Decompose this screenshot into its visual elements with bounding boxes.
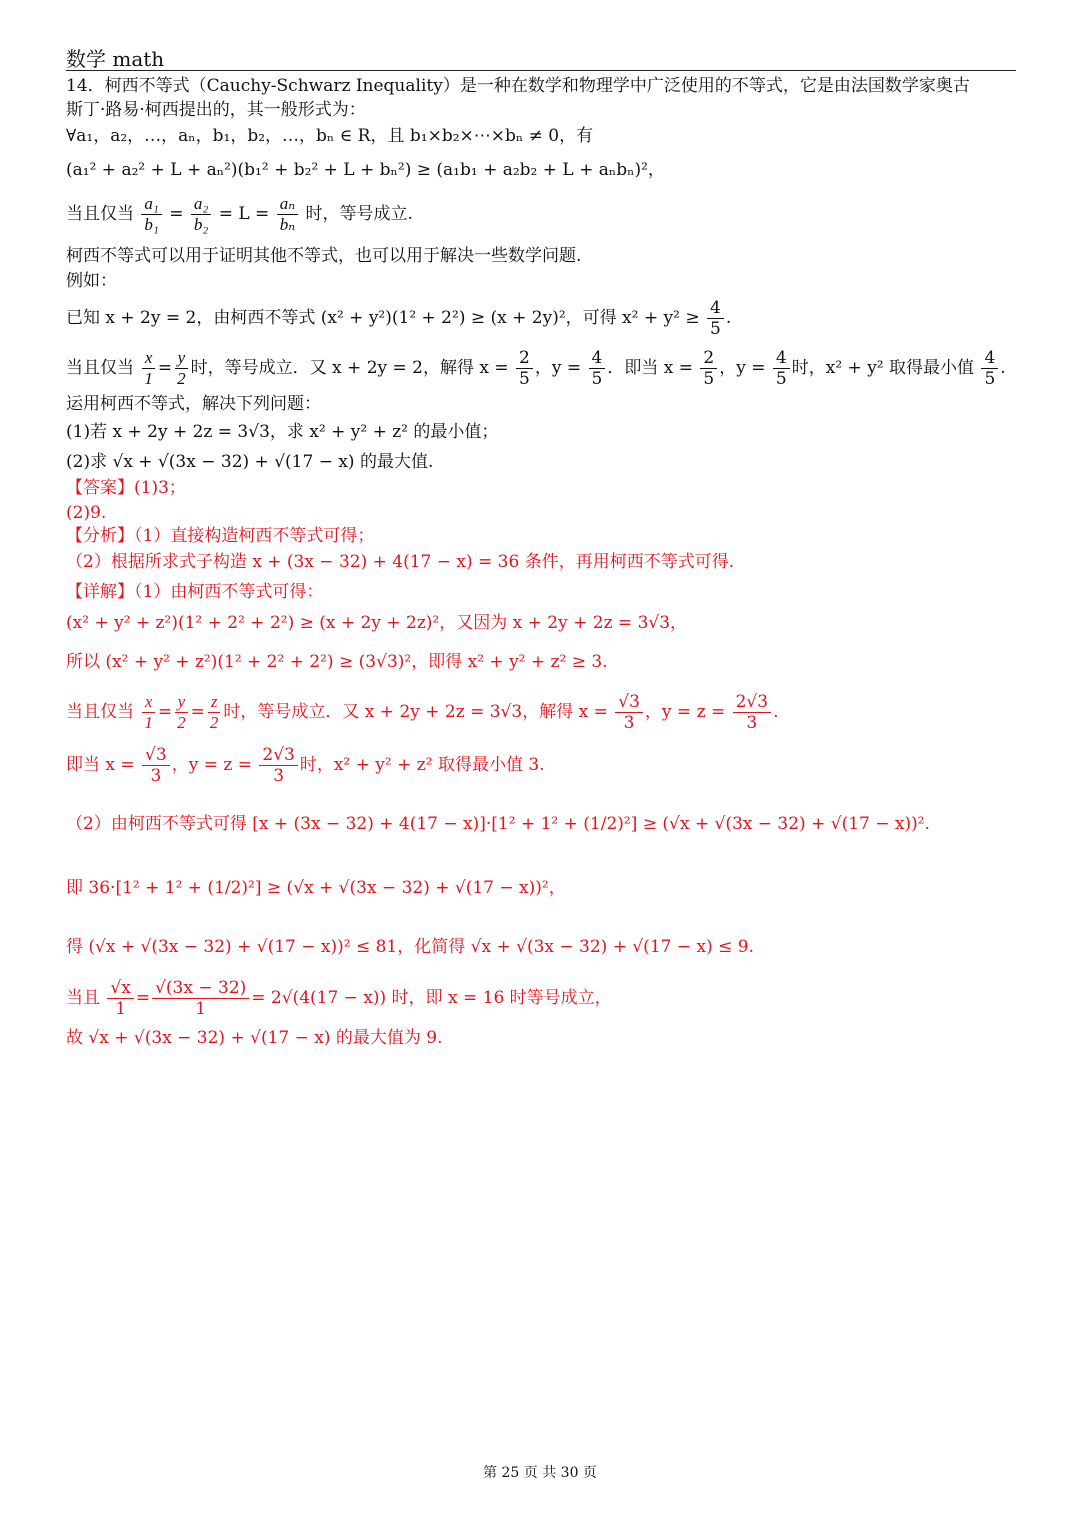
detail-line-4: 当且仅当 $\frac{x}{1}$ = $\frac{y}{2}$ = $\frac{z}{2}$ 时，等号成立．又 x + 2y + 2z = 3√3，解得 x = $\frac{√3}{3}$ ，y = z = $\frac{2√3}{3}$ .	[66, 692, 779, 733]
general-inequality: (a₁² + a₂² + L + aₙ²)(b₁² + b₂² + L + bₙ²) ≥ (a₁b₁ + a₂b₂ + L + aₙbₙ)²，	[66, 160, 665, 180]
ex2-text-g: .	[1000, 358, 1006, 378]
d9-text-b: = 2√(4(17 − x)) 时，即 x = 16 时等号成立，	[251, 988, 612, 1008]
fraction-z-2: $\frac{z}{2}$	[207, 692, 222, 733]
fraction-y-2-b: $\frac{y}{2}$	[174, 692, 189, 733]
page-header-title: 数学 math	[66, 47, 165, 71]
detail-line-2: (x² + y² + z²)(1² + 2² + 2²) ≥ (x + 2y + 2z)²，又因为 x + 2y + 2z = 3√3，	[66, 613, 688, 633]
header-rule	[66, 70, 1016, 71]
analysis-line-2: （2）根据所求式子构造 x + (3x − 32) + 4(17 − x) = 36 条件，再用柯西不等式可得.	[66, 552, 735, 572]
fraction-2root3-3-b: $\frac{2√3}{3}$	[259, 745, 297, 786]
d5-text-b: ，y = z =	[171, 755, 252, 775]
equality-suffix: 时，等号成立.	[305, 204, 413, 224]
detail-line-9: 当且 $\frac{√x}{1}$ = $\frac{√(3x - 32)}{1}$ = 2√(4(17 − x)) 时，即 x = 16 时等号成立，	[66, 978, 612, 1019]
fraction-a1-b1: $\frac{\text{a₁}}{\text{b₁}}$	[141, 194, 161, 235]
ex2-text-f: 时，x² + y² 取得最小值	[791, 358, 975, 378]
d5-prefix: 即当 x =	[66, 755, 135, 775]
question-1: (1)若 x + 2y + 2z = 3√3，求 x² + y² + z² 的最小值；	[66, 422, 499, 442]
d5-text-c: 时，x² + y² + z² 取得最小值 3.	[299, 755, 545, 775]
fraction-x-1: $\frac{x}{1}$	[141, 348, 156, 389]
fraction-rootx-1: $\frac{√x}{1}$	[107, 978, 133, 1019]
task-text: 运用柯西不等式，解决下列问题：	[66, 394, 321, 414]
problem-intro-line-2: 斯丁·路易·柯西提出的，其一般形式为：	[66, 100, 366, 120]
fraction-2root3-3: $\frac{2√3}{3}$	[733, 692, 771, 733]
equals-sign: =	[157, 358, 173, 378]
ex2-text-d: ．即当 x =	[607, 358, 694, 378]
detail-line-3: 所以 (x² + y² + z²)(1² + 2² + 2²) ≥ (3√3)²，即得 x² + y² + z² ≥ 3.	[66, 652, 608, 672]
d4-text-d: .	[773, 702, 779, 722]
detail-line-7: 即 36·[1² + 1² + (1/2)²] ≥ (√x + √(3x − 32) + √(17 − x))²，	[66, 878, 566, 898]
ex2-text-e: ，y =	[719, 358, 766, 378]
problem-forall-line: ∀a₁，a₂，…，aₙ，b₁，b₂，…，bₙ ∈ R，且 b₁×b₂×⋯×bₙ ≠ 0，有	[66, 126, 594, 146]
fraction-root3-3-b: $\frac{√3}{3}$	[142, 745, 170, 786]
fraction-x-1-b: $\frac{x}{1}$	[141, 692, 156, 733]
fraction-root3x32-1: $\frac{√(3x - 32)}{1}$	[152, 978, 249, 1019]
page-number-footer: 第 25 页 共 30 页	[483, 1465, 597, 1481]
fraction-an-bn: $\frac{\text{aₙ}}{\text{bₙ}}$	[277, 194, 298, 235]
example-label: 例如：	[66, 271, 117, 291]
ex2-text-c: ，y =	[534, 358, 582, 378]
detail-line-5	[66, 745, 545, 786]
d4-text-c: ，y = z =	[644, 702, 726, 722]
detail-line-6: （2）由柯西不等式可得 [x + (3x − 32) + 4(17 − x)]·[1² + 1² + (1/2)²] ≥ (√x + √(3x − 32) + √(17 − x))².	[66, 814, 930, 834]
d9-prefix: 当且	[66, 988, 100, 1008]
fraction-4-5-b: $\frac{4}{5}$	[589, 348, 606, 389]
problem-intro-line-1: 14．柯西不等式（Cauchy-Schwarz Inequality）是一种在数学和物理学中广泛使用的不等式，它是由法国数学家奥古	[66, 76, 970, 96]
equality-mid: = L =	[218, 204, 270, 224]
ex2-prefix: 当且仅当	[66, 358, 134, 378]
period: .	[725, 308, 732, 328]
answer-line-2: (2)9.	[66, 503, 107, 523]
detail-line-1: 【详解】（1）由柯西不等式可得：	[66, 582, 324, 602]
fraction-4-5: $\frac{4}{5}$	[707, 298, 724, 339]
fraction-root3-3: $\frac{√3}{3}$	[615, 692, 643, 733]
d4-text-b: 时，等号成立．又 x + 2y + 2z = 3√3，解得 x =	[223, 702, 608, 722]
equality-prefix: 当且仅当	[66, 204, 134, 224]
ex2-text-b: 时，等号成立．又 x + 2y = 2，解得 x =	[190, 358, 509, 378]
detail-line-8: 得 (√x + √(3x − 32) + √(17 − x))² ≤ 81，化简得 √x + √(3x − 32) + √(17 − x) ≤ 9.	[66, 937, 754, 957]
example-line-2	[66, 348, 1006, 389]
question-2: (2)求 √x + √(3x − 32) + √(17 − x) 的最大值.	[66, 452, 434, 472]
example-line-1-text: 已知 x + 2y = 2，由柯西不等式 (x² + y²)(1² + 2²) ≥ (x + 2y)²，可得 x² + y² ≥	[66, 308, 700, 328]
fraction-4-5-c: $\frac{4}{5}$	[773, 348, 790, 389]
fraction-y-2: $\frac{y}{2}$	[174, 348, 189, 389]
d4-prefix: 当且仅当	[66, 702, 134, 722]
analysis-line-1: 【分析】（1）直接构造柯西不等式可得；	[66, 526, 375, 546]
example-line-1	[66, 298, 731, 339]
fraction-2-5-b: $\frac{2}{5}$	[700, 348, 717, 389]
detail-line-10: 故 √x + √(3x − 32) + √(17 − x) 的最大值为 9.	[66, 1028, 443, 1048]
usage-text: 柯西不等式可以用于证明其他不等式，也可以用于解决一些数学问题.	[66, 246, 582, 266]
fraction-a2-b2: $\frac{\text{a₂}}{\text{b₂}}$	[191, 194, 211, 235]
answer-line-1: 【答案】(1)3；	[66, 478, 186, 498]
fraction-4-5-d: $\frac{4}{5}$	[981, 348, 998, 389]
equality-condition: 当且仅当 $\frac{\text{a₁}}{\text{b₁}}$ = $\frac{\text{a₂}}{\text{b₂}}$ = L = $\frac{\text{aₙ}}{\text{bₙ}}$ 时，等号成立.	[66, 194, 413, 234]
fraction-2-5: $\frac{2}{5}$	[516, 348, 533, 389]
